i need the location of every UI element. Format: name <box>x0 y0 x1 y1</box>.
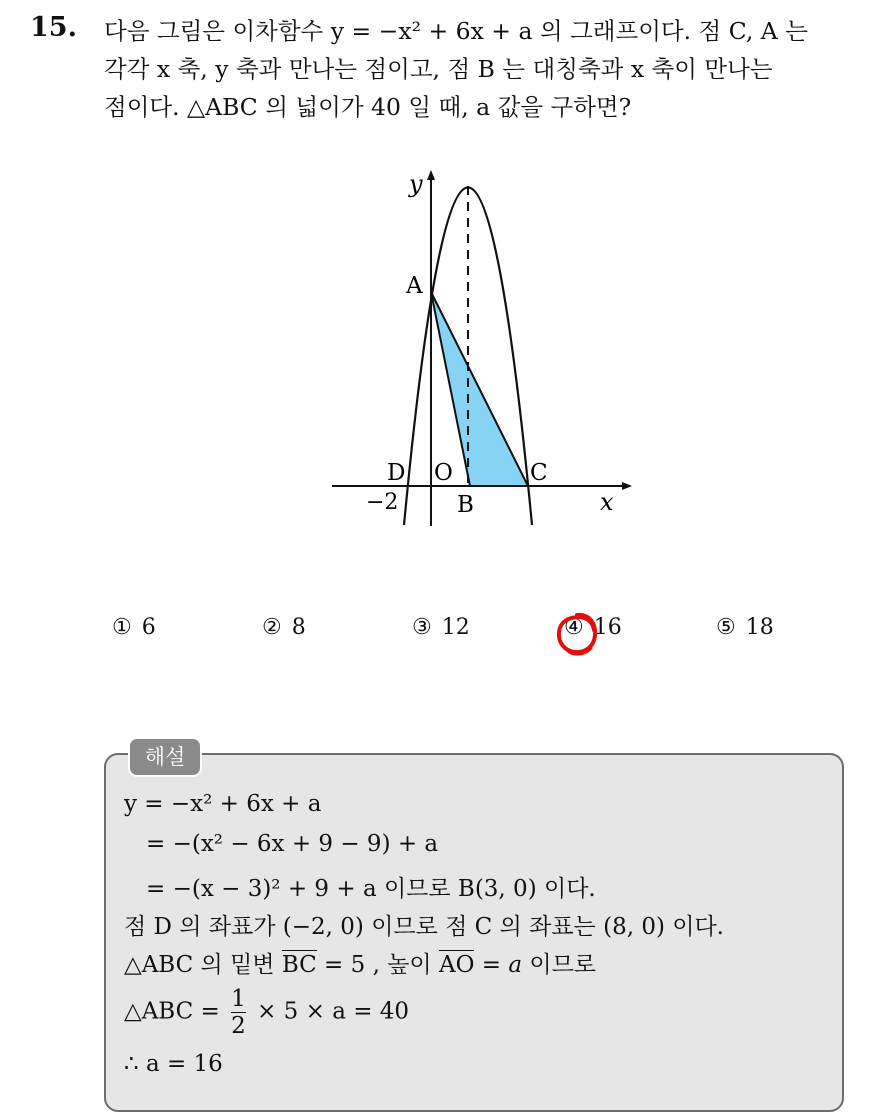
solution-line-2: = −(x² − 6x + 9 − 9) + a <box>146 831 439 857</box>
choice-2-mark: ② <box>262 615 282 640</box>
label-x-axis: x <box>600 488 614 516</box>
fraction-denominator: 2 <box>231 1013 246 1039</box>
fraction-one-half <box>231 986 246 1039</box>
label-minus-two: −2 <box>366 490 399 515</box>
solution-line-1: y = −x² + 6x + a <box>124 791 322 817</box>
solution-tag: 해설 <box>128 737 202 777</box>
choice-1-value: 6 <box>141 615 156 640</box>
choice-3-mark: ③ <box>412 615 432 640</box>
overline-ao: AO <box>438 952 475 978</box>
question-line-3: 점이다. △ABC 의 넓이가 40 일 때, a 값을 구하면? <box>104 93 632 121</box>
choice-2[interactable] <box>262 615 306 640</box>
choice-4-value: 16 <box>593 615 622 640</box>
solution-area-equation <box>124 986 409 1039</box>
choice-5-mark: ⑤ <box>716 615 736 640</box>
solution-line-4: 점 D 의 좌표가 (−2, 0) 이므로 점 C 의 좌표는 (8, 0) 이다. <box>124 914 724 940</box>
choice-3[interactable] <box>412 615 470 640</box>
question-number: 15. <box>30 12 77 43</box>
label-c: C <box>530 460 548 486</box>
x-axis-arrow <box>622 482 632 490</box>
question-line-1: 다음 그림은 이차함수 y = −x² + 6x + a 의 그래프이다. 점 C, A 는 <box>104 17 808 45</box>
y-axis-arrow <box>427 170 435 180</box>
solution-line-5-text: △ABC 의 밑변 BC = 5 , 높이 AO = a 이므로 <box>124 952 597 978</box>
choice-1[interactable] <box>112 615 156 640</box>
label-o: O <box>434 460 453 486</box>
label-b: B <box>457 492 474 518</box>
overline-bc: BC <box>281 952 317 978</box>
question-line-2: 각각 x 축, y 축과 만나는 점이고, 점 B 는 대칭축과 x 축이 만나는 <box>104 55 773 83</box>
choice-5-value: 18 <box>745 615 774 640</box>
solution-line-5 <box>124 946 596 979</box>
solution-line-3: = −(x − 3)² + 9 + a 이므로 B(3, 0) 이다. <box>146 876 596 902</box>
choice-2-value: 8 <box>291 615 306 640</box>
label-a: A <box>406 273 423 299</box>
fraction-numerator: 1 <box>231 986 246 1012</box>
parabola-figure <box>320 160 640 540</box>
label-y-axis: y <box>409 170 423 198</box>
choice-4-mark: ④ <box>564 615 584 640</box>
question-text <box>104 12 864 126</box>
solution-conclusion: ∴ a = 16 <box>124 1051 223 1077</box>
selected-answer-circle <box>554 610 600 658</box>
area-eq-prefix: △ABC = <box>124 998 220 1025</box>
label-d: D <box>387 460 406 486</box>
choice-5[interactable] <box>716 615 774 640</box>
answer-choices <box>0 615 884 655</box>
area-eq-suffix: × 5 × a = 40 <box>257 998 410 1025</box>
choice-3-value: 12 <box>441 615 470 640</box>
choice-1-mark: ① <box>112 615 132 640</box>
